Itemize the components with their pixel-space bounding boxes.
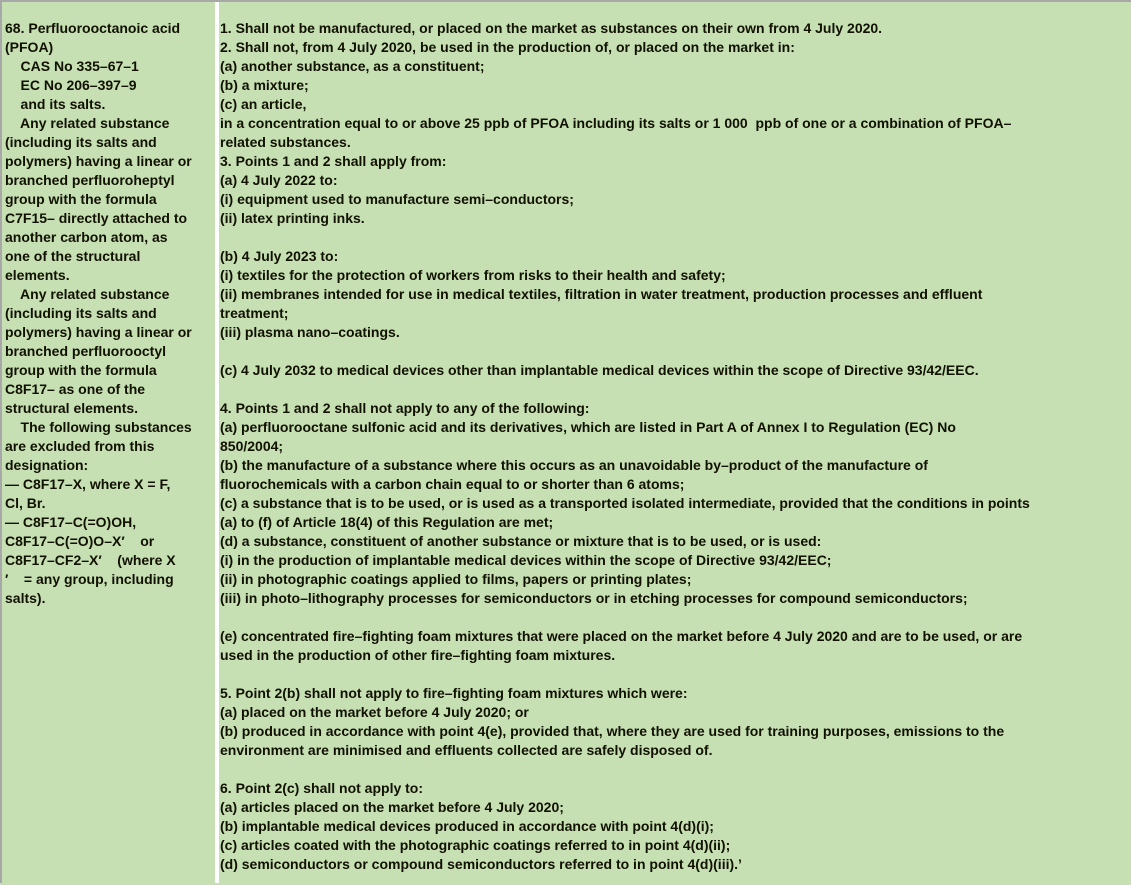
substance-line: C7F15– directly attached to — [5, 210, 188, 226]
condition-line: (a) articles placed on the market before 4 July 2020; — [220, 799, 564, 815]
condition-line: (a) 4 July 2022 to: — [220, 172, 338, 188]
substance-line: polymers) having a linear or — [5, 324, 192, 340]
substance-line: (including its salts and — [5, 305, 157, 321]
substance-line: 68. Perfluorooctanoic acid — [5, 20, 181, 36]
substance-line: group with the formula — [5, 191, 157, 207]
substance-line: Any related substance — [5, 286, 170, 302]
condition-line: (b) implantable medical devices produced in accordance with point 4(d)(i); — [220, 818, 714, 834]
condition-line: 3. Points 1 and 2 shall apply from: — [220, 153, 447, 169]
substance-line: branched perfluoroheptyl — [5, 172, 175, 188]
condition-line: (c) 4 July 2032 to medical devices other than implantable medical devices within the scope of Directive 93/42/EEC. — [220, 362, 979, 378]
condition-line — [220, 665, 1030, 684]
condition-line: (a) perfluorooctane sulfonic acid and its derivatives, which are listed in Part A of Annex I to Regulation (EC) No — [220, 419, 956, 435]
substance-line: polymers) having a linear or — [5, 153, 192, 169]
condition-line — [220, 608, 1030, 627]
condition-line: (c) articles coated with the photographic coatings referred to in point 4(d)(ii); — [220, 837, 731, 853]
substance-line: are excluded from this — [5, 438, 155, 454]
substance-line: elements. — [5, 267, 70, 283]
substance-line: The following substances — [5, 419, 192, 435]
substance-line: group with the formula — [5, 362, 157, 378]
substance-line: Cl, Br. — [5, 495, 46, 511]
substance-line: structural elements. — [5, 400, 139, 416]
substance-line: Any related substance — [5, 115, 170, 131]
condition-line — [220, 228, 1030, 247]
substance-line: C8F17–CF2–X′ (where X — [5, 552, 176, 568]
condition-line: (i) in the production of implantable medical devices within the scope of Directive 93/42/EEC; — [220, 552, 832, 568]
conditions-text — [220, 19, 1030, 874]
condition-line: (b) 4 July 2023 to: — [220, 248, 339, 264]
condition-line: (iii) plasma nano–coatings. — [220, 324, 400, 340]
condition-line: (a) to (f) of Article 18(4) of this Regulation are met; — [220, 514, 554, 530]
condition-line: (a) another substance, as a constituent; — [220, 58, 485, 74]
condition-line: 1. Shall not be manufactured, or placed on the market as substances on their own from 4 July 2020. — [220, 20, 883, 36]
substance-line: (including its salts and — [5, 134, 157, 150]
condition-line: (ii) in photographic coatings applied to films, papers or printing plates; — [220, 571, 692, 587]
condition-line: 2. Shall not, from 4 July 2020, be used in the production of, or placed on the market in: — [220, 39, 795, 55]
condition-line: (b) the manufacture of a substance where this occurs as an unavoidable by–product of the manufacture of — [220, 457, 928, 473]
substance-line: ′ = any group, including — [5, 571, 174, 587]
condition-line: (d) semiconductors or compound semiconductors referred to in point 4(d)(iii).’ — [220, 856, 742, 872]
substance-line: another carbon atom, as — [5, 229, 168, 245]
condition-line: 5. Point 2(b) shall not apply to fire–fighting foam mixtures which were: — [220, 685, 688, 701]
substance-line: CAS No 335–67–1 — [5, 58, 139, 74]
restriction-conditions-cell — [219, 2, 1131, 885]
condition-line: environment are minimised and effluents collected are safely disposed of. — [220, 742, 713, 758]
condition-line: (b) produced in accordance with point 4(e), provided that, where they are used for training purposes, emissions to the — [220, 723, 1005, 739]
condition-line: 4. Points 1 and 2 shall not apply to any of the following: — [220, 400, 590, 416]
condition-line: (c) a substance that is to be used, or is used as a transported isolated intermediate, provided that the conditions in points — [220, 495, 1030, 511]
condition-line: (a) placed on the market before 4 July 2020; or — [220, 704, 529, 720]
condition-line: (d) a substance, constituent of another substance or mixture that is to be used, or is used: — [220, 533, 822, 549]
substance-line: C8F17–C(=O)O–X′ or — [5, 533, 155, 549]
condition-line: in a concentration equal to or above 25 ppb of PFOA including its salts or 1 000 ppb of one or a combination of PFOA– — [220, 115, 1012, 131]
condition-line: (b) a mixture; — [220, 77, 309, 93]
substance-line: C8F17– as one of the — [5, 381, 146, 397]
substance-designation-cell — [2, 2, 215, 885]
substance-line: designation: — [5, 457, 89, 473]
condition-line: (i) textiles for the protection of workers from risks to their health and safety; — [220, 267, 726, 283]
condition-line: used in the production of other fire–fighting foam mixtures. — [220, 647, 616, 663]
condition-line: (i) equipment used to manufacture semi–conductors; — [220, 191, 574, 207]
substance-line: (PFOA) — [5, 39, 54, 55]
condition-line — [220, 342, 1030, 361]
substance-line: salts). — [5, 590, 46, 606]
condition-line: (iii) in photo–lithography processes for semiconductors or in etching processes for compound semiconductors; — [220, 590, 968, 606]
condition-line: (e) concentrated fire–fighting foam mixtures that were placed on the market before 4 July 2020 and are to be used, or are — [220, 628, 1023, 644]
condition-line — [220, 380, 1030, 399]
condition-line: 6. Point 2(c) shall not apply to: — [220, 780, 424, 796]
condition-line: related substances. — [220, 134, 351, 150]
condition-line: 850/2004; — [220, 438, 284, 454]
substance-line: EC No 206–397–9 — [5, 77, 137, 93]
condition-line: (ii) latex printing inks. — [220, 210, 365, 226]
condition-line: treatment; — [220, 305, 289, 321]
condition-line: (ii) membranes intended for use in medical textiles, filtration in water treatment, production processes and effluent — [220, 286, 983, 302]
condition-line — [220, 760, 1030, 779]
substance-line: — C8F17–X, where X = F, — [5, 476, 171, 492]
condition-line: (c) an article, — [220, 96, 307, 112]
substance-line: and its salts. — [5, 96, 106, 112]
condition-line: fluorochemicals with a carbon chain equal to or shorter than 6 atoms; — [220, 476, 685, 492]
substance-text — [5, 19, 192, 608]
substance-line: branched perfluorooctyl — [5, 343, 167, 359]
substance-line: one of the structural — [5, 248, 141, 264]
substance-line: — C8F17–C(=O)OH, — [5, 514, 137, 530]
